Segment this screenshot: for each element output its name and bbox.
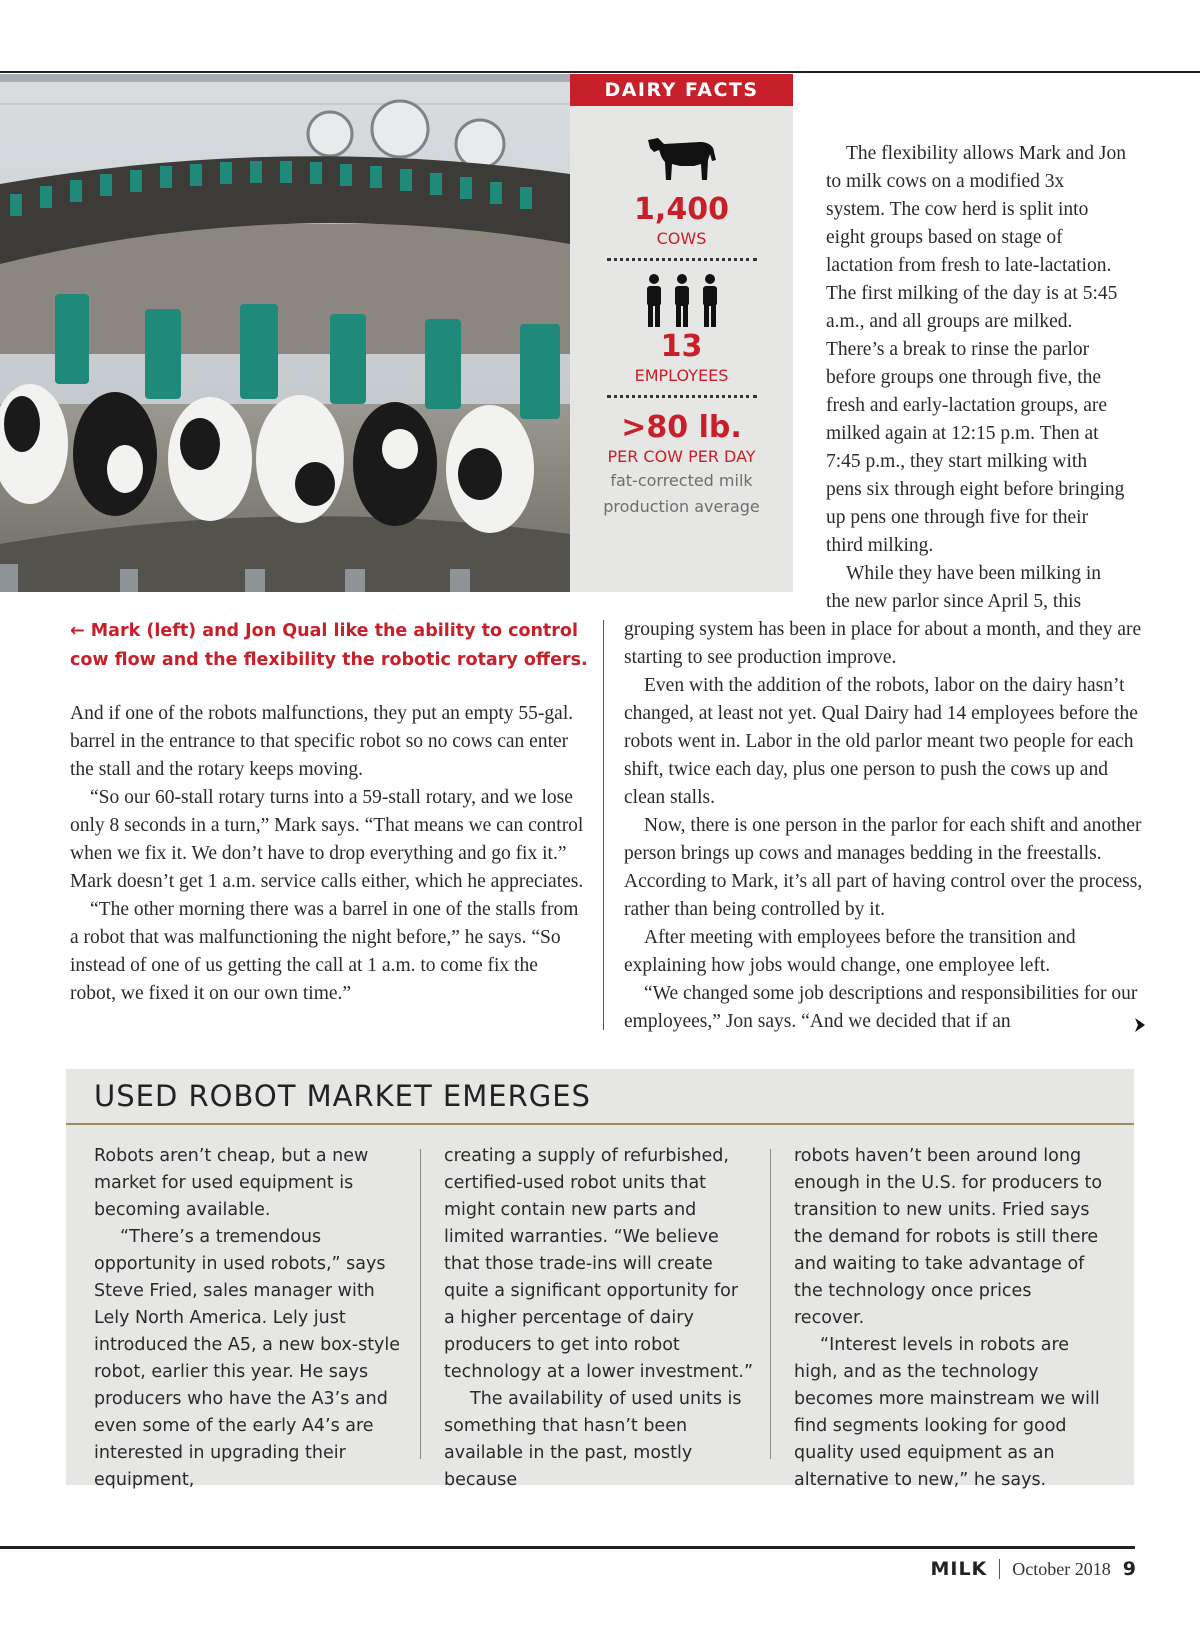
paragraph: “We changed some job descriptions and responsibilities for our employees,” Jon says. “And we decided that if an	[624, 983, 1138, 1032]
sidebar-column-divider	[420, 1149, 421, 1459]
issue-date: October 2018	[1012, 1558, 1111, 1579]
paragraph: “Interest levels in robots are high, and as the technology becomes more mainstream we will find segments looking for good quality used equipment as an alternative to new,” he says.	[794, 1335, 1100, 1490]
paragraph: robots haven’t been around long enough in the U.S. for producers to transition to new units. Fried says the demand for robots is still there and waiting to take advantage of the technology once prices recover.	[794, 1146, 1103, 1328]
column-divider	[603, 620, 604, 1030]
employees-icon	[642, 273, 722, 329]
production-sub-line1: fat-corrected milk	[610, 471, 753, 490]
employees-value: 13	[660, 329, 703, 364]
paragraph: And if one of the robots malfunctions, they put an empty 55-gal. barrel in the entrance to that specific robot so no cows can enter the stall and the rotary keeps moving.	[70, 703, 574, 780]
dairy-facts-box	[570, 74, 793, 592]
sidebar-used-robot-market	[66, 1069, 1134, 1490]
publication-name: MILK	[930, 1558, 988, 1580]
footer-separator	[999, 1559, 1000, 1579]
paragraph: “The other morning there was a barrel in one of the stalls from a robot that was malfunctioning the night before,” he says. “So instead of one of us getting the call at 1 a.m. to come fix the robot, we fixed it on our own time.”	[70, 899, 579, 1004]
photo-caption: ← Mark (left) and Jon Qual like the ability to control cow flow and the flexibility the robotic rotary offers.	[70, 621, 588, 670]
paragraph: grouping system has been in place for about a month, and they are starting to see production improve.	[624, 619, 1142, 668]
paragraph: “So our 60-stall rotary turns into a 59-stall rotary, and we lose only 8 seconds in a turn,” Mark says. “That means we can control when we fix it. We don’t have to drop everything and go fix it.” Mark doesn’t get 1 a.m. service calls either, which he appreciates.	[70, 787, 584, 892]
continue-arrow-icon	[1133, 1017, 1147, 1033]
page-footer	[930, 1558, 1136, 1580]
article-column-left	[70, 700, 585, 1008]
sidebar-rule	[66, 1123, 1134, 1125]
page-number: 9	[1122, 1558, 1136, 1580]
article-column-right	[624, 616, 1144, 1036]
paragraph: The availability of used units is something that hasn’t been available in the past, mostly because	[444, 1389, 742, 1490]
article-column-right-top	[826, 140, 1126, 616]
dotted-divider	[607, 258, 757, 261]
footer-rule	[0, 1546, 1135, 1549]
production-label: PER COW PER DAY	[607, 447, 756, 466]
sidebar-column-2	[444, 1143, 754, 1494]
cows-label: COWS	[656, 229, 707, 248]
top-rule	[0, 71, 1200, 73]
paragraph: The flexibility allows Mark and Jon to milk cows on a modified 3x system. The cow herd is split into eight groups based on stage of lactation from fresh to late-lactation. The first milking of the day is at 5:45 a.m., and all groups are milked. There’s a break to rinse the parlor before groups one through five, the fresh and early-lactation groups, are milked again at 12:15 p.m. Then at 7:45 p.m., they start milking with pens six through eight before bringing up pens one through five for their third milking.	[826, 143, 1126, 556]
production-value: >80 lb.	[621, 410, 742, 445]
paragraph: While they have been milking in the new parlor since April 5, this	[826, 563, 1102, 612]
dotted-divider	[607, 395, 757, 398]
production-sub-line2: production average	[603, 497, 760, 516]
dairy-facts-heading: DAIRY FACTS	[570, 74, 793, 106]
paragraph: Now, there is one person in the parlor for each shift and another person brings up cows and manages bedding in the freestalls. According to Mark, it’s all part of having control over the process, rather than being controlled by it.	[624, 815, 1143, 920]
employees-label: EMPLOYEES	[634, 366, 729, 385]
sidebar-title: USED ROBOT MARKET EMERGES	[94, 1079, 591, 1113]
cows-value: 1,400	[634, 192, 729, 227]
paragraph: After meeting with employees before the transition and explaining how jobs would change, one employee left.	[624, 927, 1076, 976]
cow-icon	[644, 130, 720, 182]
sidebar-column-divider	[770, 1149, 771, 1459]
paragraph: creating a supply of refurbished, certified-used robot units that might contain new parts and limited warranties. “We believe that those trade-ins will create quite a significant opportunity for a higher percentage of dairy producers to get into robot technology at a lower investment.”	[444, 1146, 754, 1382]
sidebar-column-3	[794, 1143, 1104, 1494]
paragraph: “There’s a tremendous opportunity in used robots,” says Steve Fried, sales manager with Lely North America. Lely just introduced the A5, a new box-style robot, earlier this year. He says producers who have the A3’s and even some of the early A4’s are interested in upgrading their equipment,	[94, 1227, 401, 1490]
paragraph: Robots aren’t cheap, but a new market for used equipment is becoming available.	[94, 1146, 369, 1220]
paragraph: Even with the addition of the robots, labor on the dairy hasn’t changed, at least not yet. Qual Dairy had 14 employees before the robots went in. Labor in the old parlor meant two people for each shift, twice each day, plus one person to push the cows up and clean stalls.	[624, 675, 1138, 808]
rotary-parlor-photo	[0, 74, 570, 592]
sidebar-column-1	[94, 1143, 404, 1494]
